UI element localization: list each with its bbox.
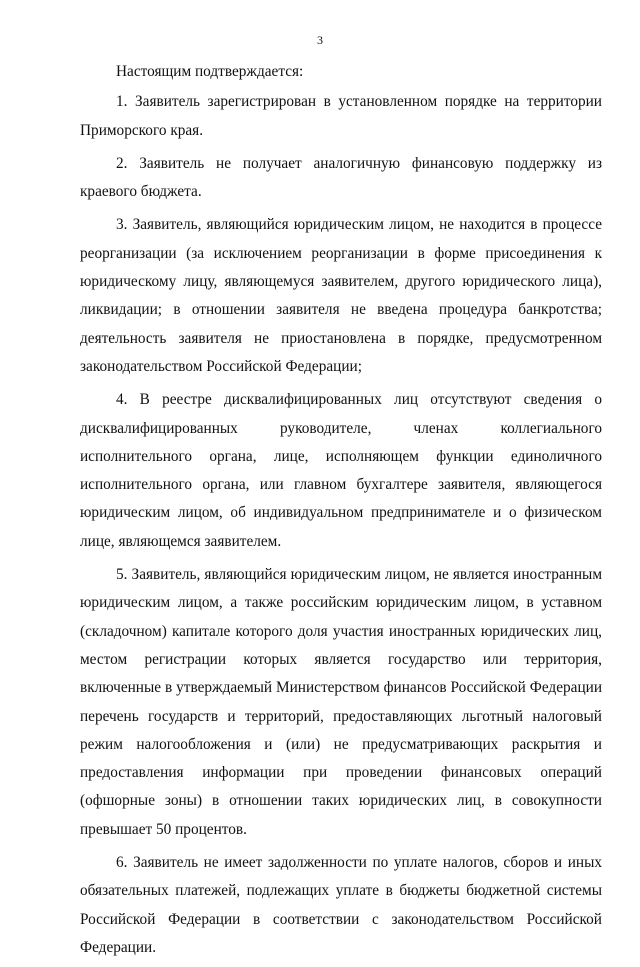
paragraph-5: 5. Заявитель, являющийся юридическим лицом, не является иностранным юридическим лицом, а также российским юридическим лицом, в уставном (складочном) капитале которого доля участия иностранных юридических лиц, местом регистрации которых является государство или территория, включенные в утверждаемый Министерством финансов Российской Федерации перечень государств и территорий, предоставляющих льготный налоговый режим налогообложения и (или) не предусматривающих раскрытия и предоставления информации при проведении финансовых операций (офшорные зоны) в отношении таких юридических лиц, в совокупности превышает 50 процентов.: [80, 566, 602, 838]
paragraph-6: 6. Заявитель не имеет задолженности по уплате налогов, сборов и иных обязательных платежей, подлежащих уплате в бюджеты бюджетной системы Российской Федерации в соответствии с законодательством Российской Федерации.: [80, 854, 602, 956]
paragraph-4: 4. В реестре дисквалифицированных лиц отсутствуют сведения о дисквалифицированных руководителе, членах коллегиального исполнительного органа, лице, исполняющем функции единоличного исполнительного органа, или главном бухгалтере заявителя, являющегося юридическим лицом, об индивидуальном предпринимателе и о физическом лице, являющемся заявителем.: [80, 391, 602, 550]
document-body: [80, 58, 602, 967]
paragraph-2: 2. Заявитель не получает аналогичную финансовую поддержку из краевого бюджета.: [80, 154, 602, 201]
page-number: 3: [317, 33, 323, 47]
paragraph-3: 3. Заявитель, являющийся юридическим лицом, не находится в процессе реорганизации (за исключением реорганизации в форме присоединения к юридическому лицу, являющемуся заявителем, другого юридического лица), ликвидации; в отношении заявителя не введена процедура банкротства; деятельность заявителя не приостановлена в порядке, предусмотренном законодательством Российской Федерации;: [80, 216, 602, 375]
intro-line: Настоящим подтверждается:: [116, 63, 304, 80]
paragraph-1: 1. Заявитель зарегистрирован в установленном порядке на территории Приморского края.: [80, 93, 602, 139]
